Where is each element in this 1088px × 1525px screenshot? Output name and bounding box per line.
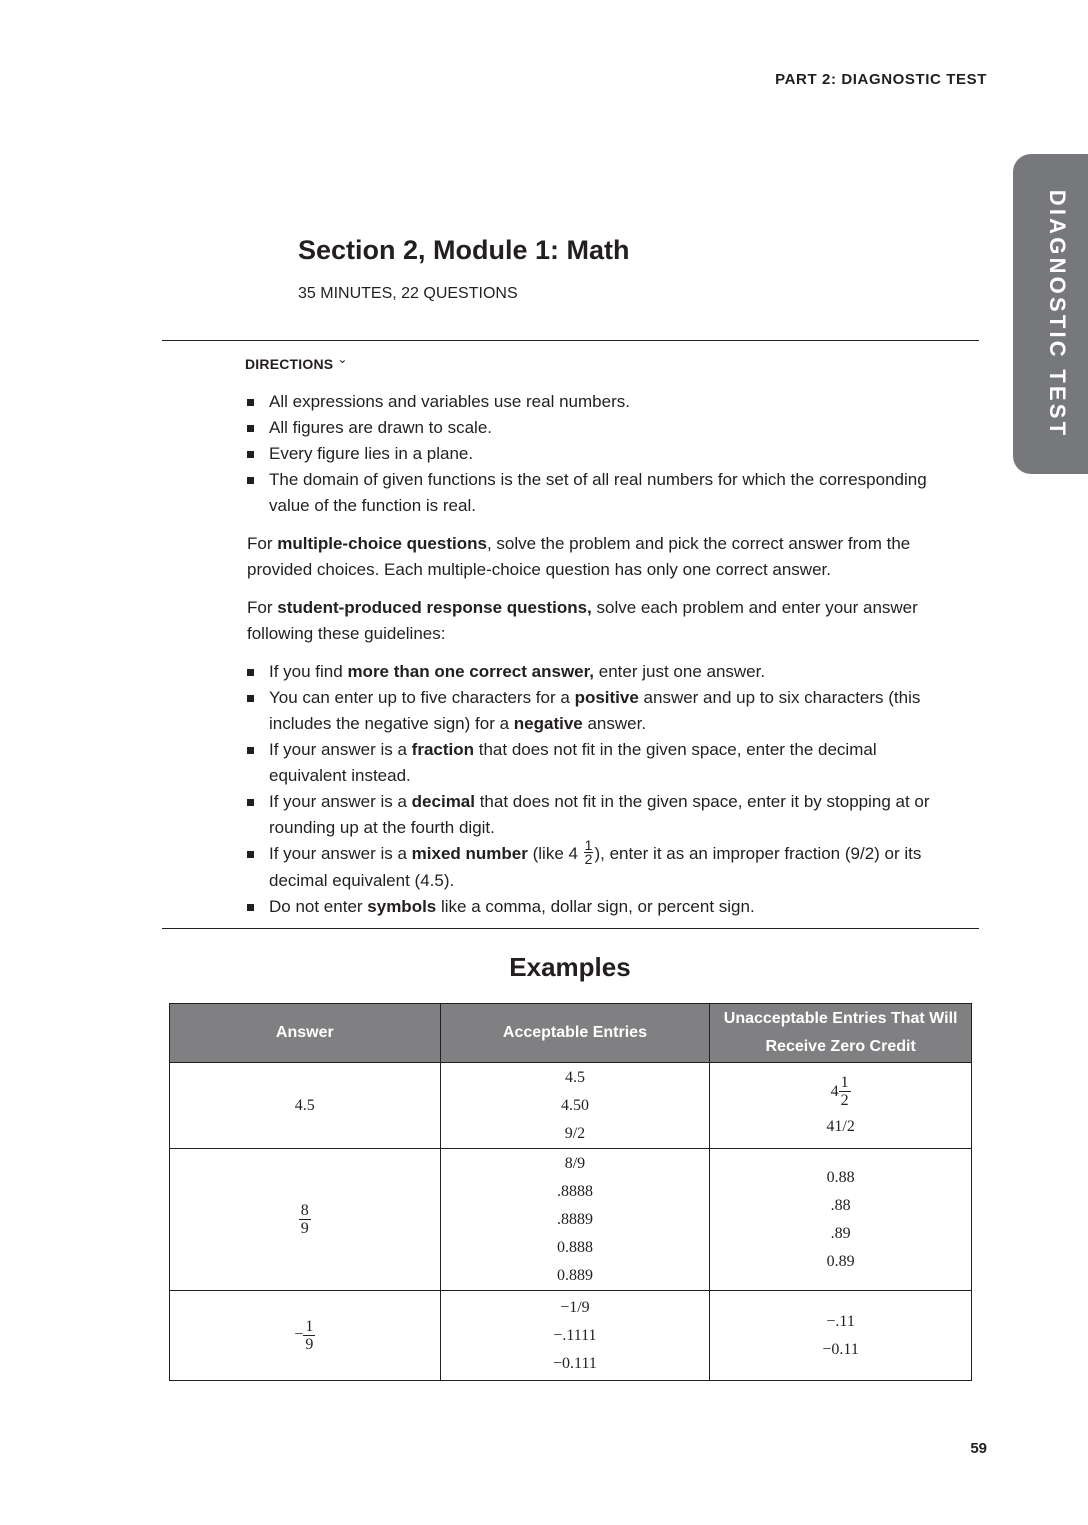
emphasis: more than one correct answer, <box>347 662 595 681</box>
section-subtitle: 35 MINUTES, 22 QUESTIONS <box>298 285 518 302</box>
fraction-numerator: 1 <box>584 837 593 854</box>
list-item <box>245 659 945 685</box>
unacceptable-cell <box>710 1063 972 1149</box>
mixed-whole: 4 <box>830 1082 839 1100</box>
unacceptable-entry: −0.11 <box>822 1340 859 1358</box>
unacceptable-entry: 41/2 <box>826 1117 855 1135</box>
column-header: Acceptable Entries <box>440 1004 710 1063</box>
emphasis: student-produced response questions, <box>277 598 592 617</box>
acceptable-entry: −1/9 <box>560 1298 590 1316</box>
acceptable-entry: 0.888 <box>556 1238 593 1256</box>
list-item <box>245 685 945 737</box>
fraction-numerator: 1 <box>840 1074 849 1092</box>
fraction <box>584 839 594 866</box>
acceptable-entry: .8889 <box>556 1210 593 1228</box>
table-header-row <box>170 1004 972 1063</box>
acceptable-entry: −.1111 <box>553 1326 597 1344</box>
text: that does not fit in the given space, enter it by stopping at or rounding up at the fourth digit. <box>269 792 930 837</box>
unacceptable-entry: −.11 <box>826 1312 855 1330</box>
text: For <box>247 534 278 553</box>
unacceptable-entry: 0.89 <box>826 1252 855 1270</box>
fraction <box>303 1318 315 1353</box>
text: If you find <box>269 662 348 681</box>
chevron-down-icon: ⌄ <box>337 352 348 366</box>
table-row <box>170 1291 972 1381</box>
divider-bottom <box>162 928 979 929</box>
answer-cell: 4.5 <box>170 1063 441 1149</box>
text: enter just one answer. <box>594 662 766 681</box>
fraction-denominator: 9 <box>305 1336 314 1353</box>
acceptable-entry: 9/2 <box>564 1124 586 1142</box>
emphasis: negative <box>513 714 583 733</box>
text: If your answer is a <box>269 740 412 759</box>
acceptable-entry: 0.889 <box>556 1266 593 1284</box>
side-tab <box>1013 154 1088 474</box>
text: Do not enter <box>269 897 368 917</box>
text: If your answer is a <box>269 844 412 863</box>
page-number: 59 <box>970 1440 987 1457</box>
text: (like 4 <box>527 844 583 863</box>
text: that does not fit in the given space, enter the decimal equivalent instead. <box>269 740 877 785</box>
acceptable-entry: 4.5 <box>564 1068 585 1086</box>
acceptable-entry: 8/9 <box>564 1154 586 1172</box>
emphasis: decimal <box>411 792 475 811</box>
answer-cell <box>170 1291 441 1381</box>
column-header: Unacceptable Entries That Will Receive Zero Credit <box>710 1004 972 1063</box>
text: For <box>247 598 278 617</box>
side-tab-label: DIAGNOSTIC TEST <box>1045 189 1070 439</box>
list-item: All figures are drawn to scale. <box>245 415 945 441</box>
unacceptable-entry <box>710 1071 971 1113</box>
text: You can enter up to five characters for a <box>269 688 575 707</box>
fraction-numerator: 8 <box>300 1202 309 1219</box>
unacceptable-entry: 0.88 <box>826 1168 855 1186</box>
section-title: Section 2, Module 1: Math <box>298 235 630 265</box>
examples-title: Examples <box>509 952 631 982</box>
unacceptable-entry: .88 <box>830 1196 851 1214</box>
acceptable-cell <box>440 1063 710 1149</box>
fraction-denominator: 9 <box>300 1220 309 1237</box>
minus-sign: − <box>294 1326 304 1344</box>
list-item: Every figure lies in a plane. <box>245 441 945 467</box>
mc-paragraph <box>247 531 947 583</box>
running-head: PART 2: DIAGNOSTIC TEST <box>775 71 987 88</box>
directions-heading-label: DIRECTIONS <box>245 356 334 372</box>
emphasis: symbols <box>367 897 437 917</box>
unacceptable-cell <box>710 1149 972 1291</box>
examples-table <box>169 1003 972 1381</box>
text: like a comma, dollar sign, or percent sign. <box>436 897 755 917</box>
fraction-numerator: 1 <box>305 1318 314 1335</box>
list-item <box>245 789 945 841</box>
fraction <box>299 1202 311 1237</box>
directions-heading <box>245 352 348 372</box>
fraction <box>839 1074 851 1109</box>
unacceptable-cell <box>710 1291 972 1381</box>
list-item <box>245 737 945 789</box>
acceptable-cell <box>440 1291 710 1381</box>
directions-list <box>245 389 945 519</box>
acceptable-entry: 4.50 <box>560 1096 589 1114</box>
table-row <box>170 1149 972 1291</box>
fraction-denominator: 2 <box>584 851 593 868</box>
list-item <box>245 894 945 920</box>
list-item: The domain of given functions is the set of all real numbers for which the corresponding value of the function is real. <box>245 467 945 519</box>
divider-top <box>162 340 979 341</box>
emphasis: positive <box>574 688 639 707</box>
text: solve each problem and enter your answer following these guidelines: <box>247 598 918 643</box>
text: , solve the problem and pick the correct answer from the provided choices. Each multiple-choice question has only one correct answer. <box>247 534 911 579</box>
acceptable-cell <box>440 1149 710 1291</box>
answer-cell <box>170 1149 441 1291</box>
spr-paragraph <box>247 595 947 647</box>
text: answer. <box>582 714 647 733</box>
emphasis: fraction <box>411 740 475 759</box>
emphasis: multiple-choice questions <box>277 534 487 553</box>
text: If your answer is a <box>269 792 412 811</box>
guidelines-list <box>245 659 945 920</box>
acceptable-entry: .8888 <box>556 1182 593 1200</box>
table-row <box>170 1063 972 1149</box>
text: answer and up to six characters (this includes the negative sign) for a <box>269 688 921 733</box>
text: ), enter it as an improper fraction (9/2) or its decimal equivalent (4.5). <box>269 844 922 891</box>
acceptable-entry: −0.111 <box>553 1354 597 1372</box>
fraction-denominator: 2 <box>840 1092 849 1110</box>
emphasis: mixed number <box>411 844 528 863</box>
list-item <box>245 837 945 894</box>
unacceptable-entry: .89 <box>830 1224 851 1242</box>
column-header: Answer <box>170 1004 441 1063</box>
list-item: All expressions and variables use real numbers. <box>245 389 945 415</box>
